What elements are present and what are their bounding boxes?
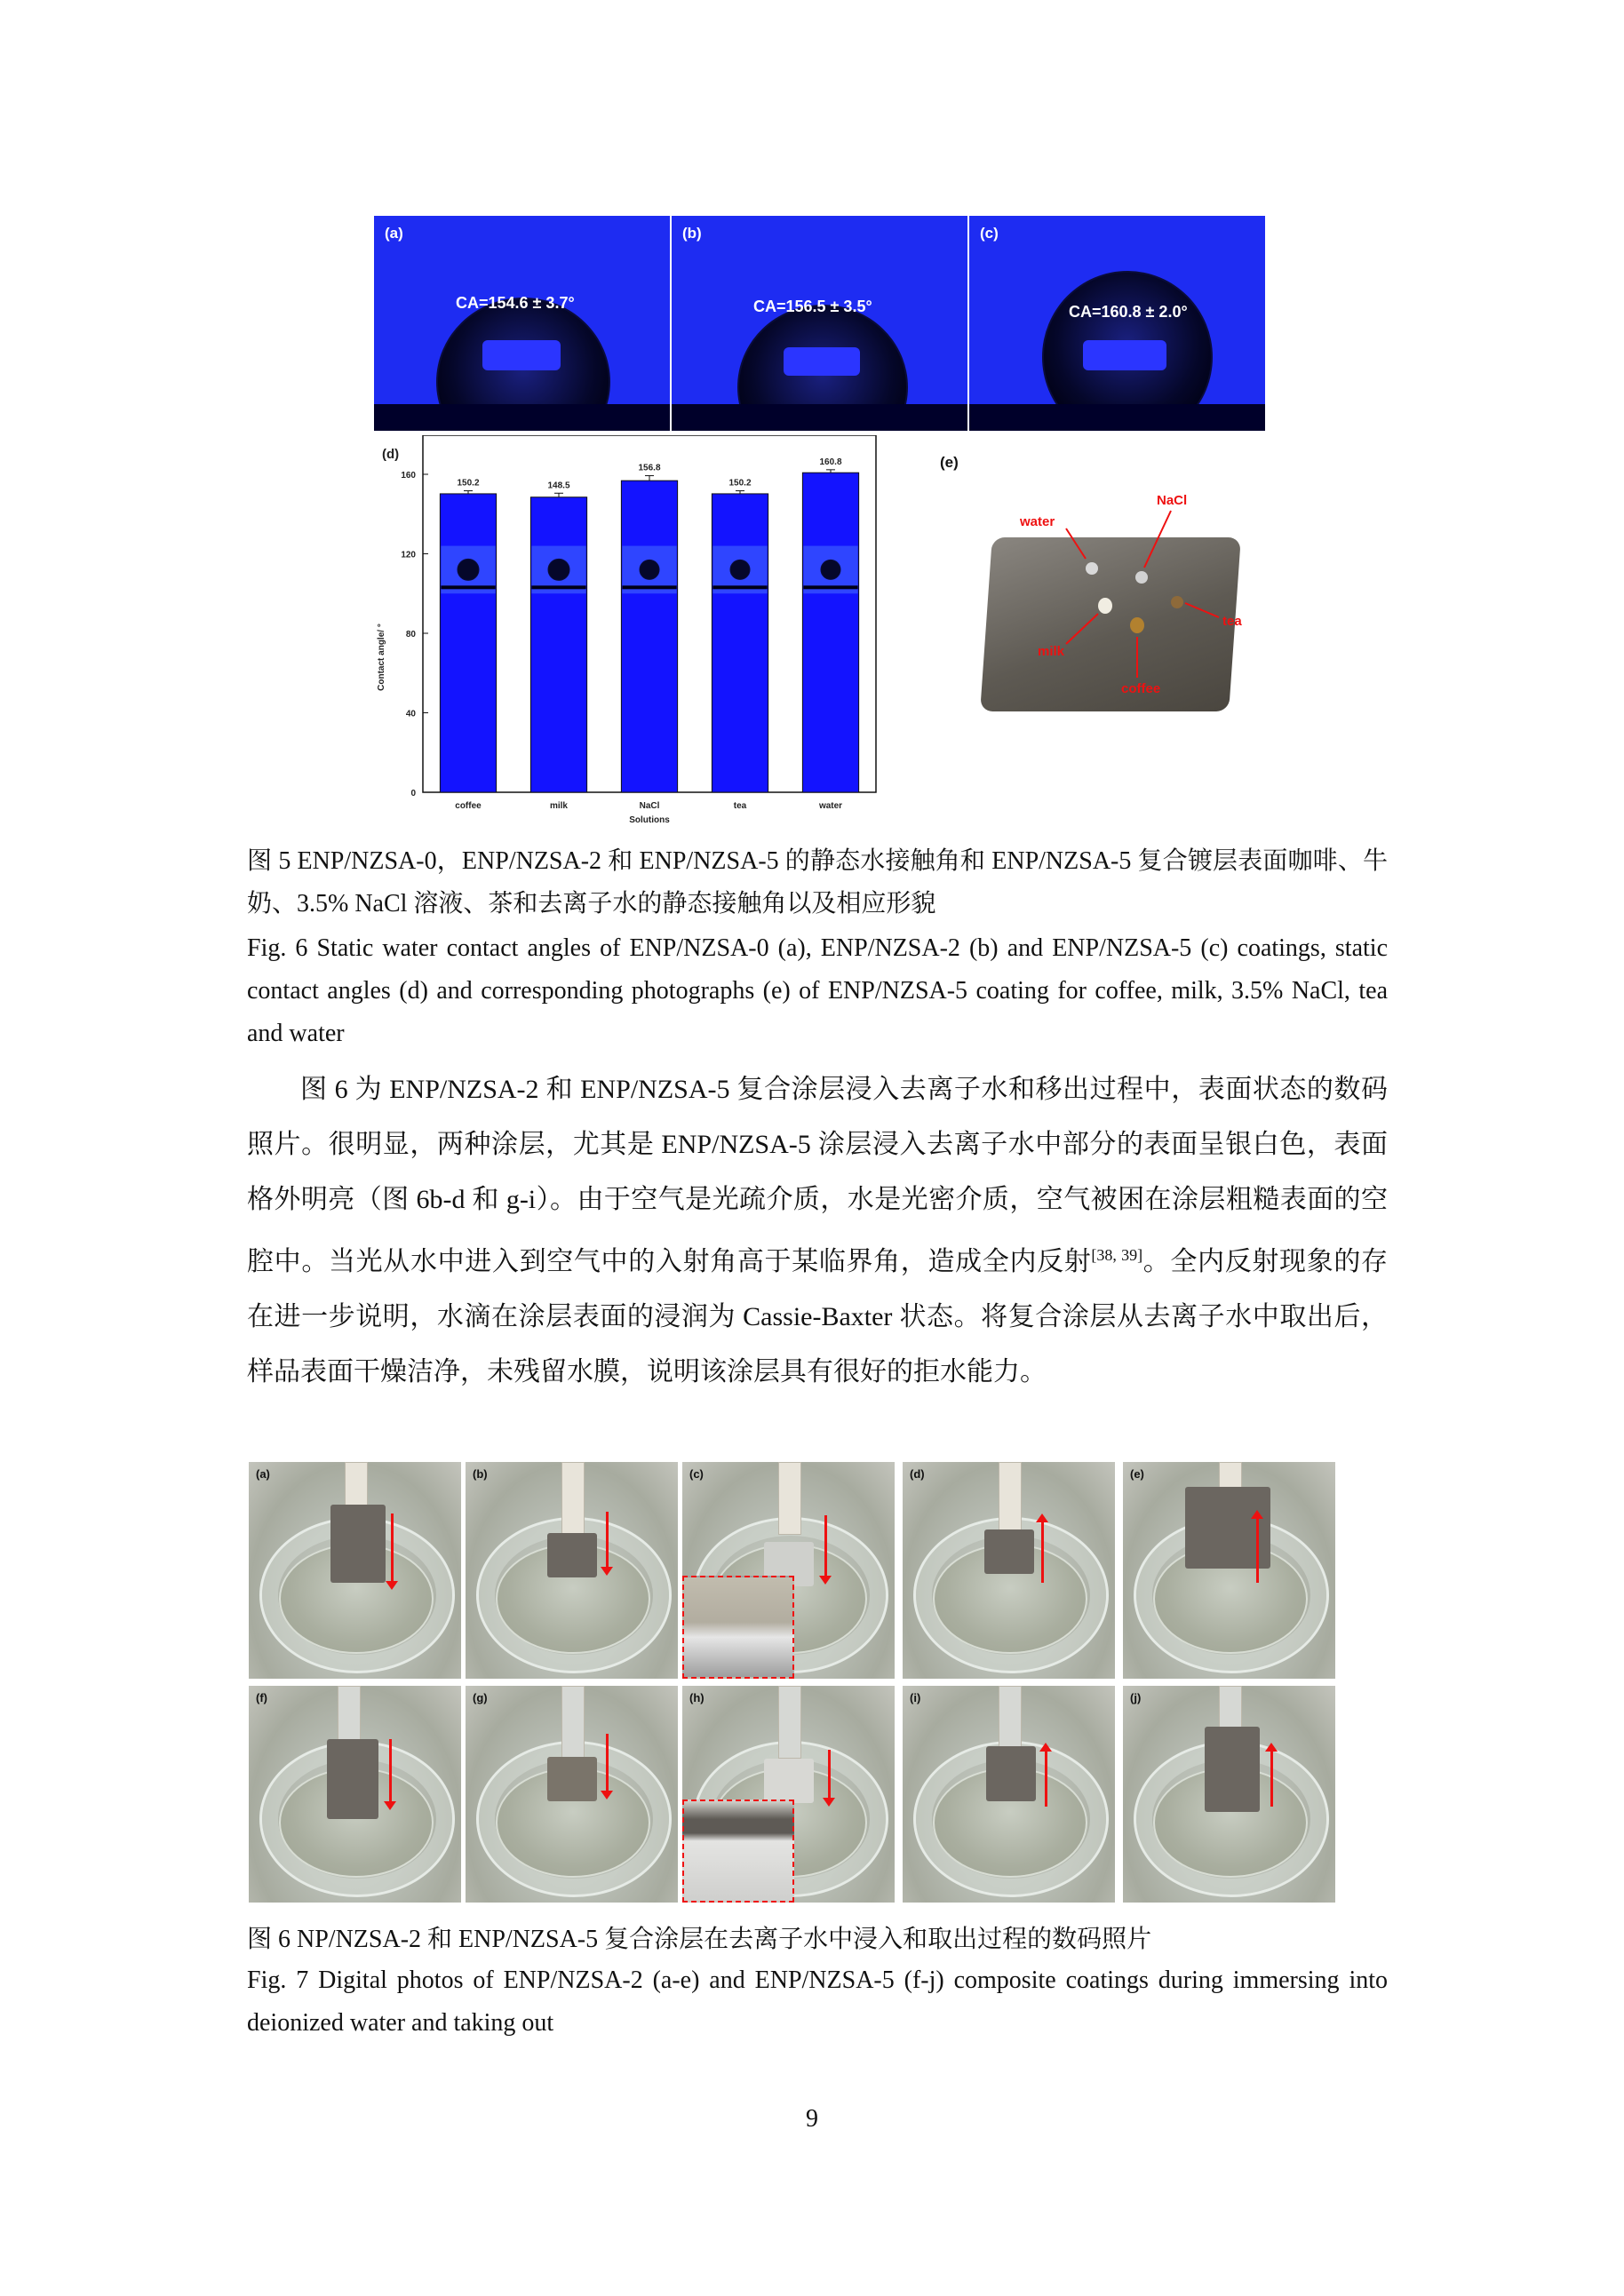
x-tick-label: NaCl [639,801,660,811]
down-arrow [828,1750,831,1799]
coated-sample [327,1739,378,1819]
contact-angle-panel-b [672,216,967,431]
down-arrow [824,1515,827,1577]
down-arrow [391,1513,394,1583]
page-number: 9 [806,2105,818,2133]
droplet-inset [640,560,659,579]
panel-label: (c) [980,225,999,242]
paragraph-text-2: 。全内反射现象的存在进一步说明，水滴在涂层表面的浸润为 Cassie-Baxter 状态。将复合涂层从去离子水中取出后，样品表面干燥洁净，未残留水膜，说明该涂层具有很好的拒水能力。 [247,1247,1389,1386]
droplet-inset-substrate [803,585,857,589]
coated-sample [330,1505,386,1583]
droplet-inset [548,559,569,580]
contact-angle-value: CA=154.6 ± 3.7° [456,294,575,312]
photo-label: (d) [910,1467,925,1481]
holder-rod [561,1462,585,1535]
holder-rod [999,1462,1022,1535]
substrate [969,404,1265,431]
bar-tea [712,494,768,792]
figure-caption-zh: 图 5 ENP/NZSA-0，ENP/NZSA-2 和 ENP/NZSA-5 的静态水接触角和 ENP/NZSA-5 复合镀层表面咖啡、牛奶、3.5% NaCl 溶液、茶和去离子水的静态接触角以及相应形貌 [247,847,1388,918]
droplet-inset [821,560,840,579]
up-arrow [1256,1517,1259,1583]
up-arrow [1270,1750,1273,1807]
y-tick-label: 160 [401,471,416,481]
bar-value-label: 160.8 [819,457,842,467]
photo-f [249,1686,461,1903]
photo-label: (f) [256,1691,267,1704]
droplet-inset-substrate [712,585,767,589]
water-label: water [1020,514,1055,529]
photo-i [903,1686,1115,1903]
y-tick-label: 0 [410,789,416,798]
photo-label: (e) [1130,1467,1144,1481]
down-arrow [606,1734,609,1792]
droplet-inset [730,560,750,579]
figure-caption-2-en: Fig. 7 Digital photos of ENP/NZSA-2 (a-e) and ENP/NZSA-5 (f-j) composite coatings during immersing into deionized water and taking out [247,1966,1388,2037]
contact-angle-value: CA=156.5 ± 3.5° [753,298,872,315]
droplet-inset [458,559,479,580]
paragraph-text-1: 图 6 为 ENP/NZSA-2 和 ENP/NZSA-5 复合涂层浸入去离子水和移出过程中，表面状态的数码照片。很明显，两种涂层，尤其是 ENP/NZSA-5 涂层浸入去离子水中部分的表面呈银白色，表面格外明亮（图 6b-d 和 g-i）。由于空气是光疏介质，水是光密介质，空气被困在涂层粗糙表面的空腔中。当光从水中进入到空气中的入射角高于某临界角，造成全内反射 [247,1075,1388,1276]
substrate [374,404,670,431]
panel-label: (a) [385,225,403,242]
photo-label: (h) [689,1691,705,1704]
photo-c [682,1462,895,1679]
tea-label: tea [1222,614,1242,629]
milk-label: milk [1038,644,1065,659]
coated-sample [986,1746,1036,1801]
holder-rod [778,1462,801,1535]
x-tick-label: water [818,801,843,811]
y-tick-label: 120 [401,550,416,560]
droplet-reflection [482,340,561,370]
droplet-inset-substrate [622,585,676,589]
photo-e-label: (e) [940,454,959,471]
bar-group [440,457,858,792]
y-axis-title: Contact angle/ ° [377,624,386,691]
photo-b [466,1462,678,1679]
coated-sample [764,1759,814,1803]
coated-sample [984,1529,1034,1574]
contact-angle-panel-a [374,216,670,431]
contact-angle-panel-c [969,216,1265,431]
bar-value-label: 150.2 [457,478,480,489]
body-paragraph [247,1062,1388,1400]
down-arrow [606,1512,609,1569]
photo-label: (c) [689,1467,704,1481]
photo-label: (b) [473,1467,488,1481]
photo-a [249,1462,461,1679]
bar-nacl [621,481,677,792]
x-axis-title: Solutions [629,815,670,825]
y-axis-ticks [401,471,428,798]
bar-value-label: 150.2 [728,478,752,489]
up-arrow [1041,1521,1044,1583]
y-tick-label: 40 [405,709,416,719]
photo-j [1123,1686,1335,1903]
up-arrow [1045,1750,1047,1807]
contact-angle-bar-chart [373,435,906,826]
coated-sample [547,1757,597,1801]
y-tick-label: 80 [405,630,416,640]
holder-rod [561,1686,585,1759]
figure-caption-en: Fig. 6 Static water contact angles of ENP/NZSA-0 (a), ENP/NZSA-2 (b) and ENP/NZSA-5 (c) coatings, static contact angles (d) and corresponding photographs (e) of ENP/NZSA-5 coating for coffee, milk, 3.5% NaCl, tea and water [247,934,1388,1047]
magnified-inset [682,1799,794,1903]
droplet-reflection [784,347,860,376]
panel-label: (b) [682,225,702,242]
chart-panel-label: (d) [382,447,400,462]
x-tick-label: coffee [455,801,482,811]
photo-e [1123,1462,1335,1679]
bar-value-label: 156.8 [638,463,661,473]
droplet-inset-substrate [531,585,585,589]
photo-label: (i) [910,1691,921,1704]
photo-label: (a) [256,1467,270,1481]
x-tick-label: milk [549,801,569,811]
bar-milk [530,497,586,792]
figure-caption-2-zh: 图 6 NP/NZSA-2 和 ENP/NZSA-5 复合涂层在去离子水中浸入和取出过程的数码照片 [247,1926,1152,1953]
bar-coffee [440,494,496,792]
photo-label: (j) [1130,1691,1142,1704]
droplet-inset-substrate [441,585,495,589]
coffee-label: coffee [1121,681,1161,696]
photo-g [466,1686,678,1903]
photo-d [903,1462,1115,1679]
photo-e-container [933,440,1306,733]
bar-water [802,473,858,792]
bar-value-label: 148.5 [547,481,570,491]
coated-sample [547,1533,597,1577]
photo-h [682,1686,895,1903]
down-arrow [389,1739,392,1803]
citation-reference: [38, 39] [1091,1246,1143,1264]
droplet-reflection [1083,340,1166,370]
annotation-arrows [933,440,1306,733]
nacl-label: NaCl [1157,493,1188,508]
contact-angle-value: CA=160.8 ± 2.0° [1069,303,1188,321]
photo-label: (g) [473,1691,488,1704]
holder-rod [778,1686,801,1759]
magnified-inset [682,1576,794,1679]
x-axis-ticks [455,801,842,811]
x-tick-label: tea [733,801,747,811]
coated-sample [1205,1727,1260,1812]
substrate [672,404,967,431]
